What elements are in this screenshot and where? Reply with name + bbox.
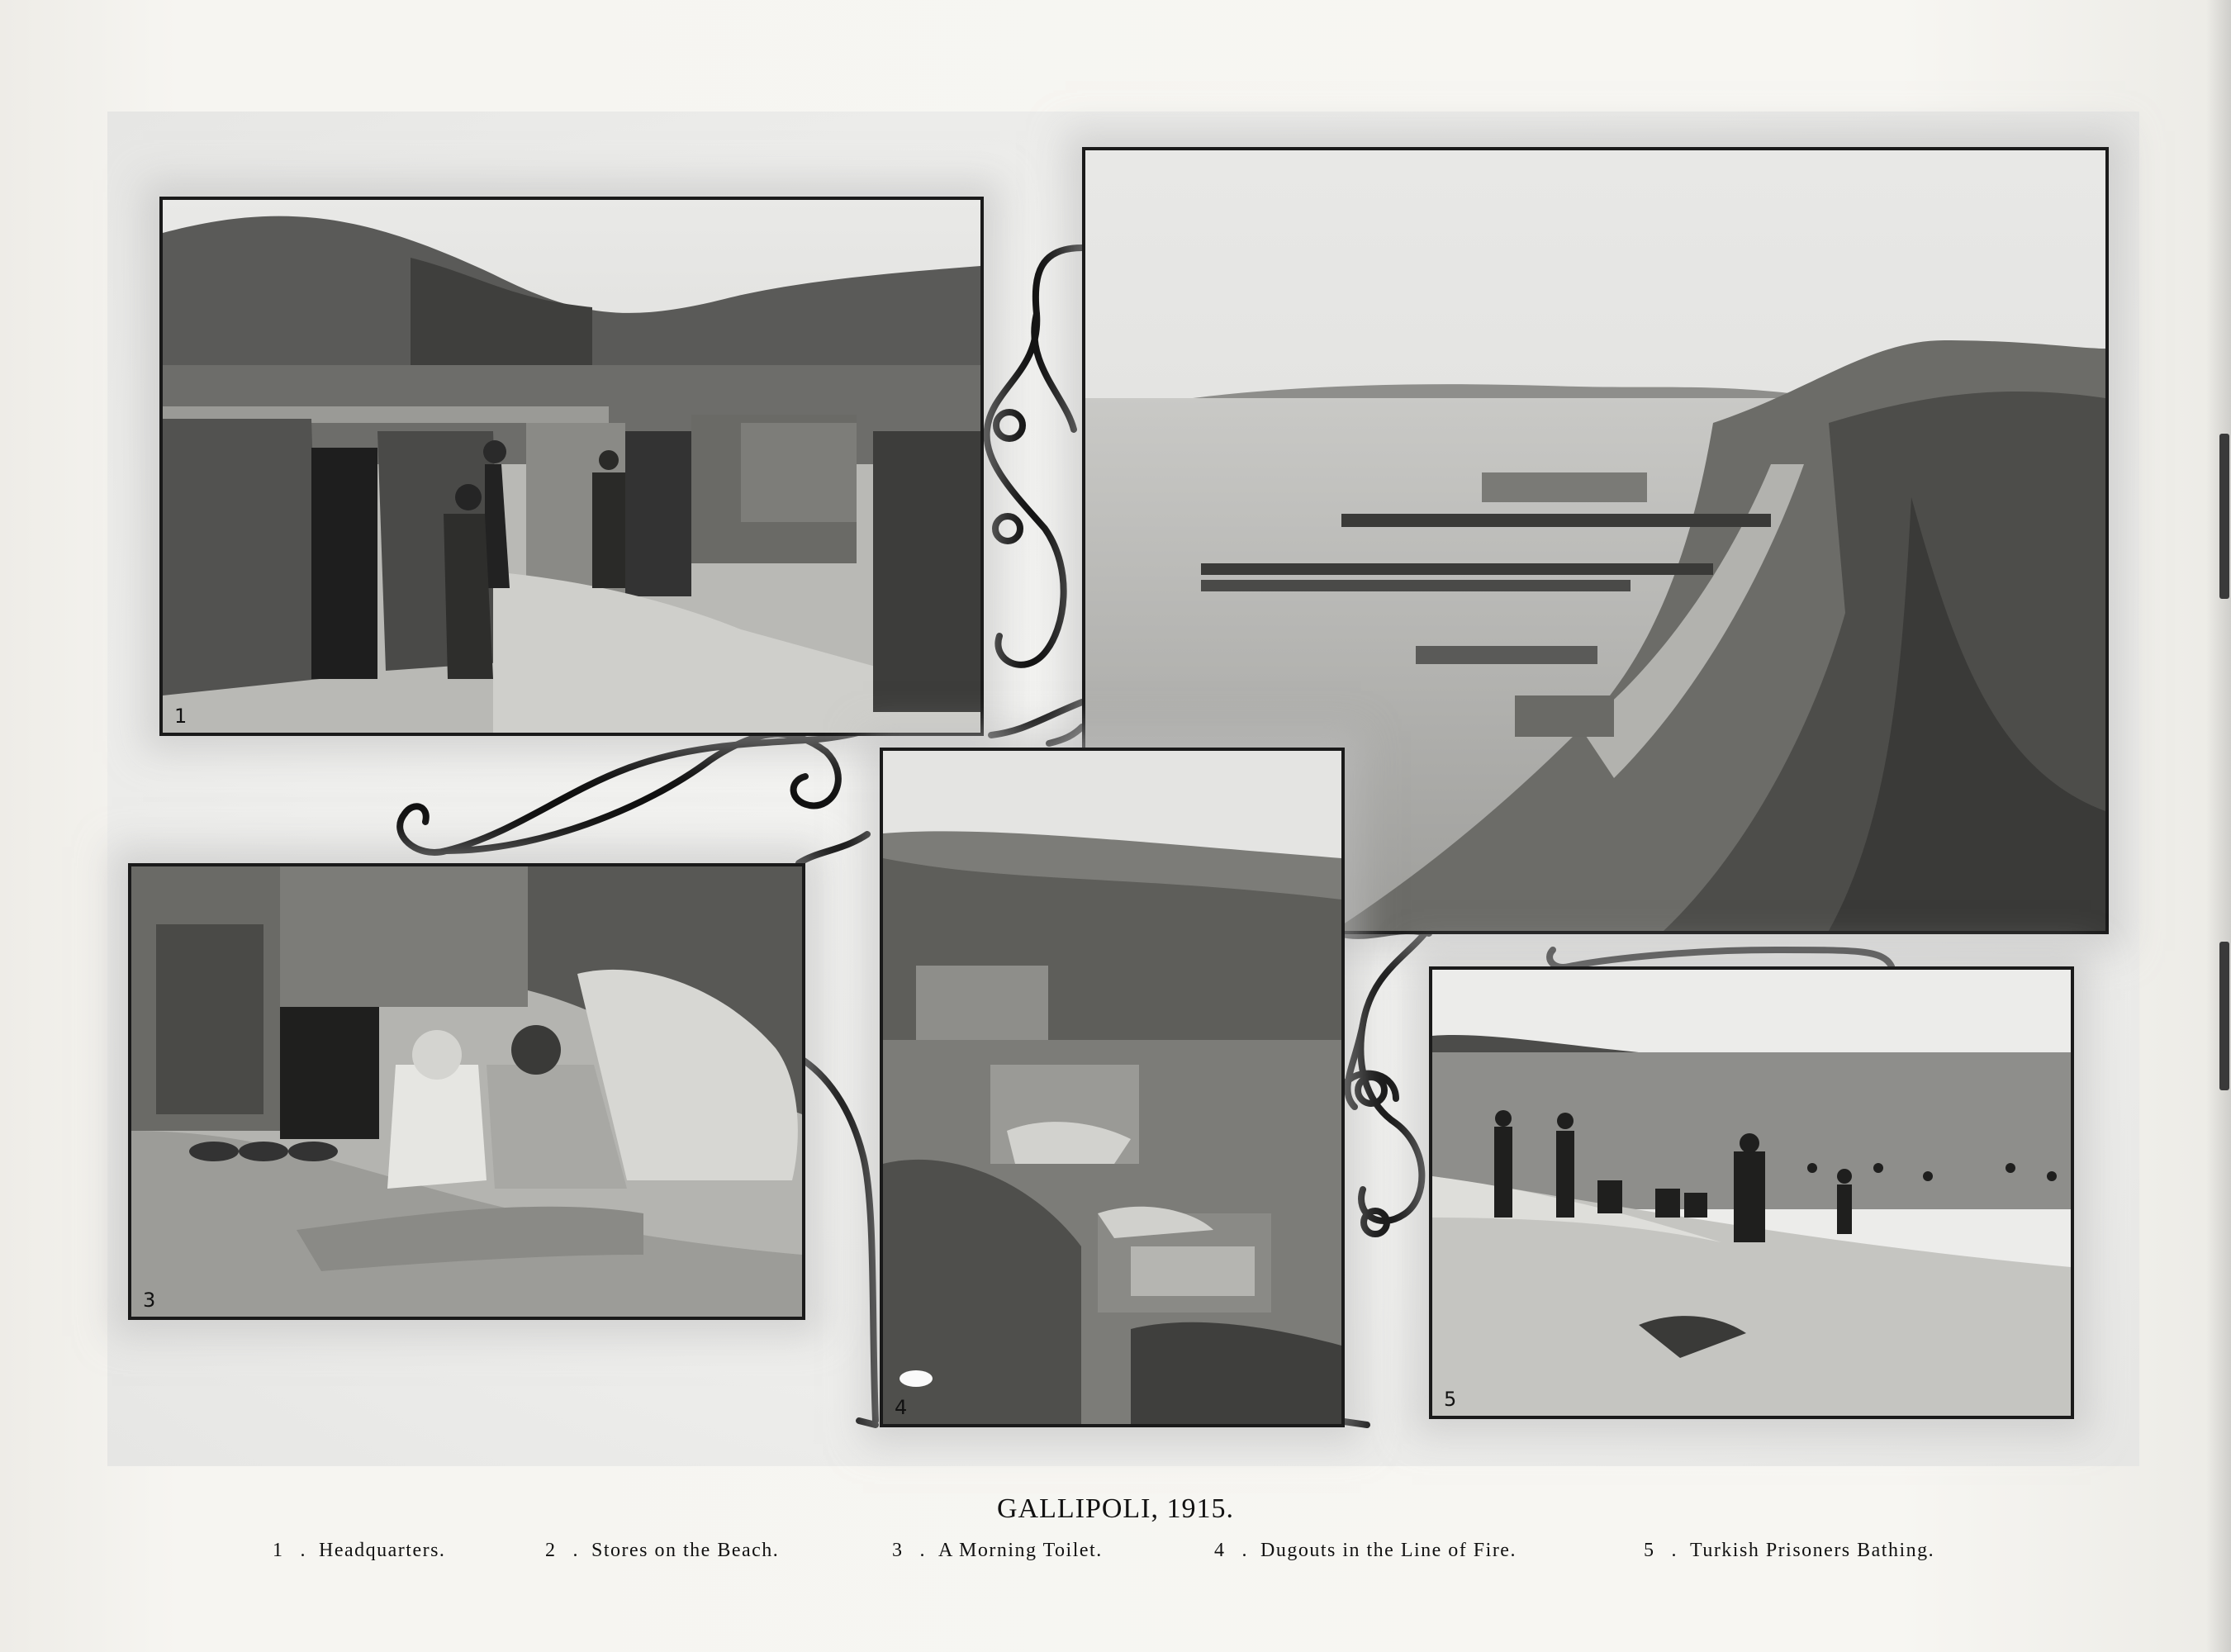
caption-item <box>1644 1540 1934 1562</box>
caption-label: Turkish Prisoners Bathing. <box>1690 1540 1935 1561</box>
caption-item <box>892 1540 1103 1562</box>
photo-dugouts-in-the-line-of-fire <box>880 748 1345 1427</box>
caption-item <box>273 1540 445 1562</box>
caption-label: Dugouts in the Line of Fire. <box>1260 1540 1517 1561</box>
caption-number: 4 <box>1214 1540 1226 1561</box>
caption-dot: . <box>572 1540 579 1561</box>
photo-number: 4 <box>895 1396 908 1419</box>
photo-number: 1 <box>174 705 187 728</box>
caption-label: Stores on the Beach. <box>591 1540 780 1561</box>
binding-clip <box>2219 434 2229 599</box>
photo-turkish-prisoners-bathing <box>1429 966 2074 1419</box>
caption-number: 2 <box>545 1540 557 1561</box>
page-title: GALLIPOLI, 1915. <box>996 1493 1235 1524</box>
photo-number: 3 <box>143 1289 156 1312</box>
photo-headquarters <box>159 197 984 736</box>
caption-number: 1 <box>273 1540 284 1561</box>
photo-number: 5 <box>1444 1388 1457 1411</box>
caption-label: A Morning Toilet. <box>938 1540 1103 1561</box>
caption-item <box>1214 1540 1517 1562</box>
page-binding-edge <box>2206 0 2231 1652</box>
caption-number: 3 <box>892 1540 904 1561</box>
caption-dot: . <box>300 1540 306 1561</box>
binding-clip <box>2219 942 2229 1090</box>
caption-dot: . <box>1671 1540 1678 1561</box>
caption-label: Headquarters. <box>319 1540 446 1561</box>
caption-dot: . <box>919 1540 926 1561</box>
caption-dot: . <box>1241 1540 1248 1561</box>
caption-item <box>545 1540 779 1562</box>
caption-number: 5 <box>1644 1540 1655 1561</box>
photo-a-morning-toilet <box>128 863 805 1320</box>
